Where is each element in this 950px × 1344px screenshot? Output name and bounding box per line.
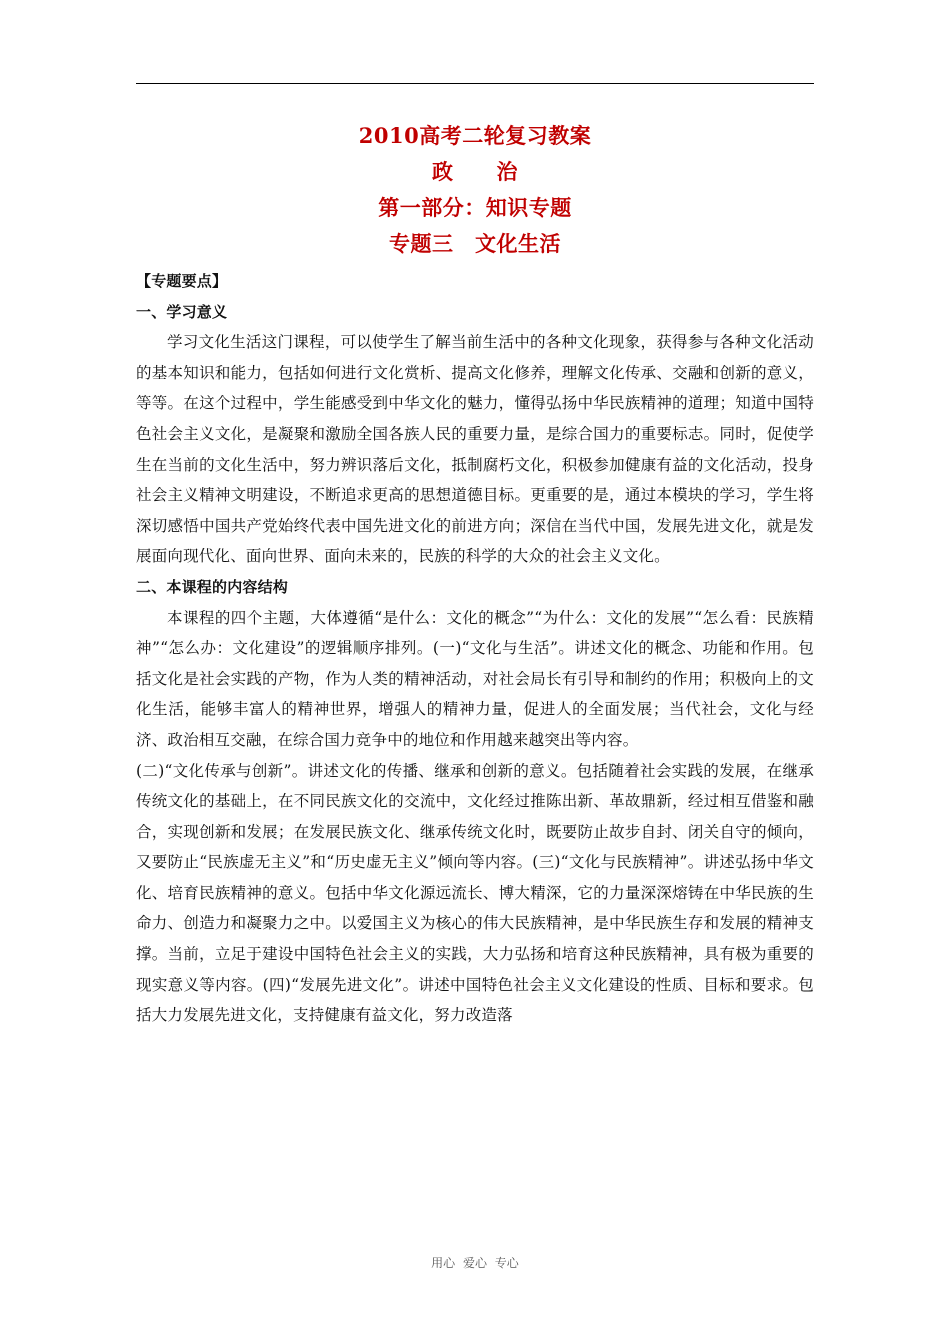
main-title: 2010高考二轮复习教案 <box>358 123 592 148</box>
title-block <box>0 118 950 262</box>
topic-title: 专题三 文化生活 <box>389 231 561 256</box>
header-rule <box>136 83 814 84</box>
section-paragraph-1: 学习文化生活这门课程，可以使学生了解当前生活中的各种文化现象，获得参与各种文化活动的基本知识和能力，包括如何进行文化赏析、提高文化修养，理解文化传承、交融和创新的意义，等等。在这个过程中，学生能感受到中华文化的魅力，懂得弘扬中华民族精神的道理；知道中国特色社会主义文化，是凝聚和激励全国各族人民的重要力量，是综合国力的重要标志。同时，促使学生在当前的文化生活中，努力辨识落后文化，抵制腐朽文化，积极参加健康有益的文化活动，投身社会主义精神文明建设，不断追求更高的思想道德目标。更重要的是，通过本模块的学习，学生将深切感悟中国共产党始终代表中国先进文化的前进方向；深信在当代中国，发展先进文化，就是发展面向现代化、面向世界、面向未来的，民族的科学的大众的社会主义文化。 <box>136 333 814 566</box>
section-paragraph-2: 本课程的四个主题，大体遵循“是什么：文化的概念”“为什么：文化的发展”“怎么看：民族精神”“怎么办：文化建设”的逻辑顺序排列。(一)“文化与生活”。讲述文化的概念、功能和作用。包括文化是社会实践的产物，作为人类的精神活动，对社会局长有引导和制约的作用；积极向上的文化生活，能够丰富人的精神世界，增强人的精神力量，促进人的全面发展；当代社会，文化与经济、政治相互交融，在综合国力竞争中的地位和作用越来越突出等内容。 <box>136 608 814 749</box>
document-body <box>136 266 814 1031</box>
section-marker: 【专题要点】 <box>136 272 228 290</box>
page-footer: 用心 爱心 专心 <box>431 1256 519 1270</box>
part-title: 第一部分：知识专题 <box>378 195 572 220</box>
section-paragraph-3: (二)“文化传承与创新”。讲述文化的传播、继承和创新的意义。包括随着社会实践的发展，在继承传统文化的基础上，在不同民族文化的交流中，文化经过推陈出新、革故鼎新，经过相互借鉴和融合，实现创新和发展；在发展民族文化、继承传统文化时，既要防止故步自封、闭关自守的倾向，又要防止“民族虚无主义”和“历史虚无主义”倾向等内容。(三)“文化与民族精神”。讲述弘扬中华文化、培育民族精神的意义。包括中华文化源远流长、博大精深，它的力量深深熔铸在中华民族的生命力、创造力和凝聚力之中。以爱国主义为核心的伟大民族精神，是中华民族生存和发展的精神支撑。当前，立足于建设中国特色社会主义的实践，大力弘扬和培育这种民族精神，具有极为重要的现实意义等内容。(四)“发展先进文化”。讲述中国特色社会主义文化建设的性质、目标和要求。包括大力发展先进文化，支持健康有益文化，努力改造落 <box>136 761 814 1025</box>
section-heading-1: 一、学习意义 <box>136 302 228 321</box>
subject-title: 政 治 <box>432 159 518 184</box>
section-heading-2: 二、本课程的内容结构 <box>136 577 289 596</box>
